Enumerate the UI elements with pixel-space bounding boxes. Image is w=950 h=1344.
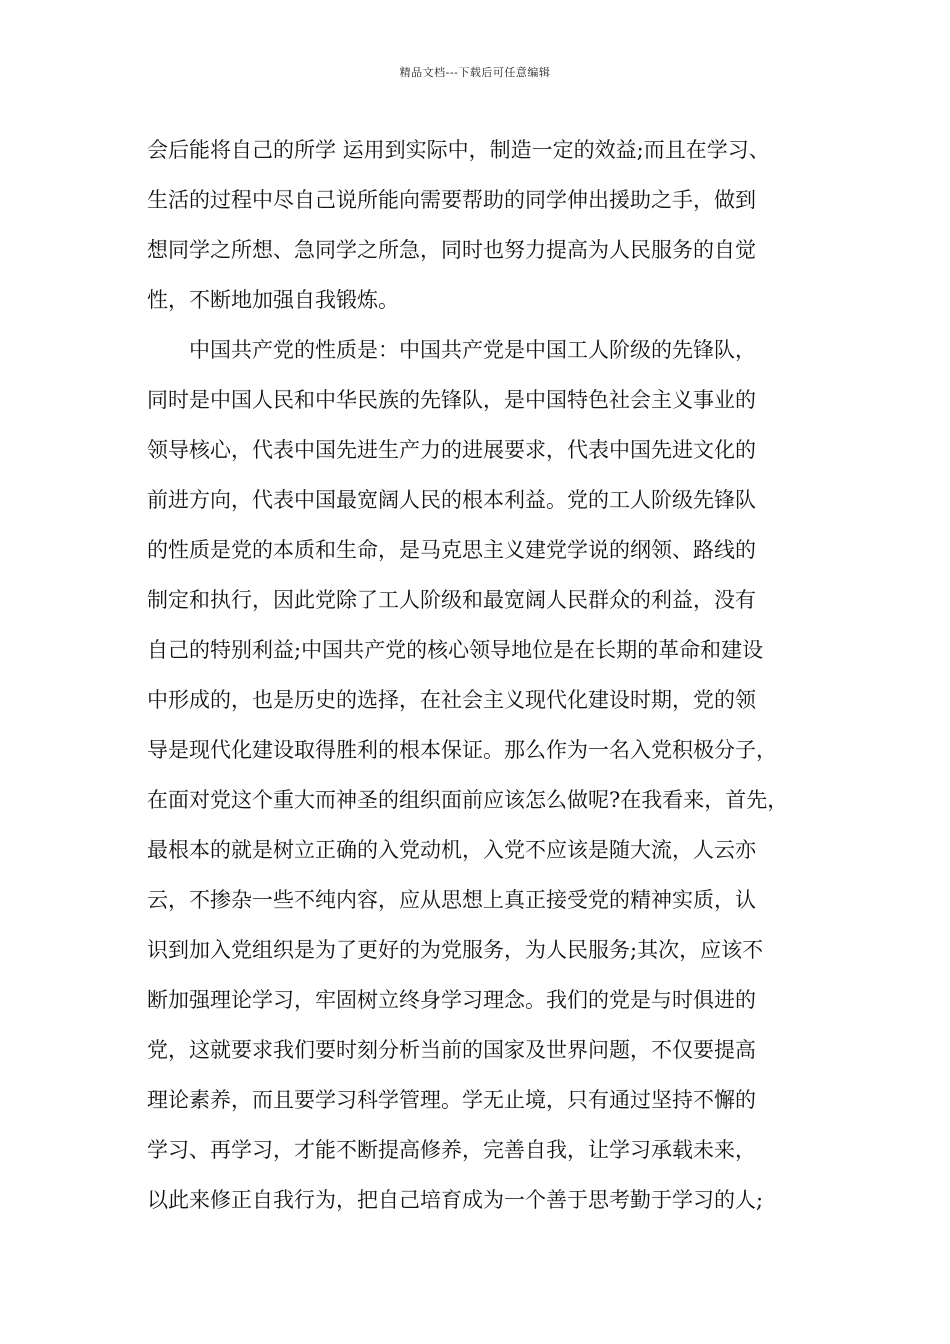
page-header: 精品文档---下载后可任意编辑 — [399, 66, 551, 79]
text-line: 想同学之所想、急同学之所急，同时也努力提高为人民服务的自觉 — [147, 238, 756, 262]
text-line: 会后能将自己的所学 运用到实际中，制造一定的效益;而且在学习、 — [147, 138, 770, 162]
text-line: 理论素养，而且要学习科学管理。学无止境，只有通过坚持不懈的 — [147, 1088, 756, 1112]
paragraph-first-line: 中国共产党的性质是：中国共产党是中国工人阶级的先锋队， — [189, 338, 756, 362]
text-line: 前进方向，代表中国最宽阔人民的根本利益。党的工人阶级先锋队 — [147, 488, 756, 512]
text-line: 在面对党这个重大而神圣的组织面前应该怎么做呢?在我看来，首先， — [147, 788, 789, 812]
text-line: 党，这就要求我们要时刻分析当前的国家及世界问题，不仅要提高 — [147, 1038, 756, 1062]
text-line: 云，不掺杂一些不纯内容，应从思想上真正接受党的精神实质，认 — [147, 888, 756, 912]
text-line: 生活的过程中尽自己说所能向需要帮助的同学伸出援助之手，做到 — [147, 188, 756, 212]
text-line: 同时是中国人民和中华民族的先锋队，是中国特色社会主义事业的 — [147, 388, 756, 412]
body-text — [147, 125, 817, 1225]
text-line: 的性质是党的本质和生命，是马克思主义建党学说的纲领、路线的 — [147, 538, 756, 562]
text-line: 自己的特别利益;中国共产党的核心领导地位是在长期的革命和建设 — [147, 638, 764, 662]
text-line: 领导核心，代表中国先进生产力的进展要求，代表中国先进文化的 — [147, 438, 756, 462]
text-line: 断加强理论学习，牢固树立终身学习理念。我们的党是与时俱进的 — [147, 988, 756, 1012]
text-line: 中形成的，也是历史的选择，在社会主义现代化建设时期，党的领 — [147, 688, 756, 712]
text-line: 学习、再学习，才能不断提高修养，完善自我，让学习承载未来， — [147, 1138, 756, 1162]
text-line: 导是现代化建设取得胜利的根本保证。那么作为一名入党积极分子， — [147, 738, 777, 762]
text-line: 以此来修正自我行为，把自己培育成为一个善于思考勤于学习的人; — [147, 1188, 764, 1212]
text-line: 最根本的就是树立正确的入党动机，入党不应该是随大流，人云亦 — [147, 838, 756, 862]
text-line: 识到加入党组织是为了更好的为党服务，为人民服务;其次，应该不 — [147, 938, 764, 962]
text-line: 性，不断地加强自我锻炼。 — [147, 288, 399, 312]
text-line: 制定和执行，因此党除了工人阶级和最宽阔人民群众的利益，没有 — [147, 588, 756, 612]
